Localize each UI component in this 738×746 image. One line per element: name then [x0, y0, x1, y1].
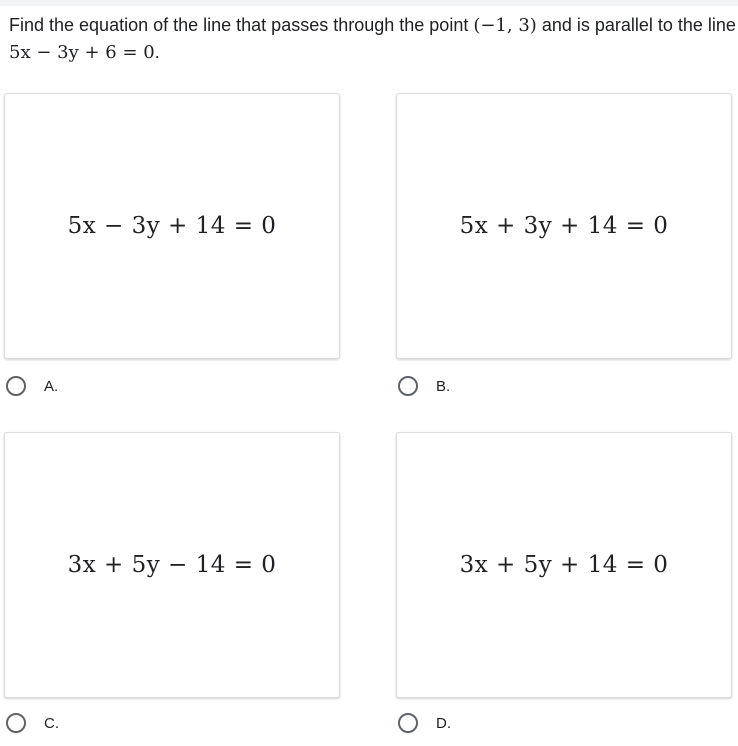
- option-b-card[interactable]: [396, 93, 732, 359]
- option-b-equation: 5x + 3y + 14 = 0: [459, 213, 669, 239]
- option-d-label: D.: [436, 714, 451, 732]
- question-suffix: .: [154, 42, 160, 62]
- option-c-radio[interactable]: [6, 713, 26, 733]
- option-d-radio[interactable]: [398, 713, 418, 733]
- question-middle: and is parallel to the line: [536, 15, 736, 35]
- option-c-label: C.: [44, 714, 59, 732]
- option-d[interactable]: [398, 713, 451, 733]
- question-text: [9, 12, 737, 66]
- question-line-equation: 5x − 3y + 6 = 0: [9, 42, 155, 63]
- option-c-card[interactable]: [4, 432, 340, 698]
- option-a[interactable]: [6, 376, 58, 396]
- option-b[interactable]: [398, 376, 450, 396]
- option-d-card[interactable]: [396, 432, 732, 698]
- question-prefix: Find the equation of the line that passes through the point: [9, 15, 474, 35]
- option-a-radio[interactable]: [6, 376, 26, 396]
- top-strip: [0, 0, 738, 6]
- option-a-card[interactable]: [4, 93, 340, 359]
- option-c-equation: 3x + 5y − 14 = 0: [67, 552, 277, 578]
- option-b-radio[interactable]: [398, 376, 418, 396]
- question-point: (−1, 3): [473, 15, 537, 36]
- option-b-label: B.: [436, 377, 451, 395]
- option-a-equation: 5x − 3y + 14 = 0: [67, 213, 277, 239]
- option-c[interactable]: [6, 713, 59, 733]
- option-d-equation: 3x + 5y + 14 = 0: [459, 552, 669, 578]
- option-a-label: A.: [44, 377, 59, 395]
